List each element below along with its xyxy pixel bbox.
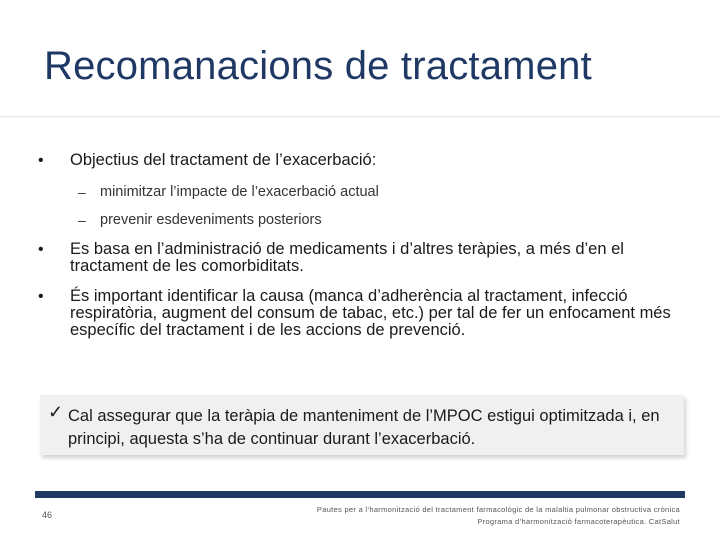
slide-title: Recomanacions de tractament (44, 44, 592, 88)
checkmark-icon: ✓ (48, 402, 64, 422)
footer-text (260, 504, 680, 528)
footer-bar (35, 491, 685, 498)
bullet-marker: • (38, 288, 44, 305)
page-number: 46 (42, 510, 53, 520)
sub-bullet-marker: – (78, 184, 86, 200)
footer-line-1: Pautes per a l’harmonització del tractament farmacològic de la malaltia pulmonar obstructiva crònica (316, 505, 680, 514)
sub-bullet-text: minimitzar l’impacte de l’exacerbació actual (100, 184, 379, 200)
bullet-text: Objectius del tractament de l’exacerbació: (70, 151, 377, 169)
bullet-text: Es basa en l’administració de medicaments i d’altres teràpies, a més d’en el tractament de les comorbiditats. (70, 240, 624, 275)
bullet-text: És important identificar la causa (manca d’adherència al tractament, infecció respiratòria, augment del consum de tabac, etc.) per tal de fer un enfocament més específic del tractament i de les accions de prevenció. (70, 287, 671, 339)
title-divider (0, 116, 720, 117)
sub-bullet-text: prevenir esdeveniments posteriors (100, 212, 322, 228)
sub-bullet-marker: – (78, 212, 86, 228)
footer-line-2: Programa d’harmonització farmacoterapèutica. CatSalut (477, 517, 680, 526)
callout-text: Cal assegurar que la teràpia de manteniment de l’MPOC estigui optimitzada i, en principi, aquesta s’ha de continuar durant l’exacerbació. (68, 407, 660, 448)
bullet-marker: • (38, 241, 44, 258)
bullet-marker: • (38, 152, 44, 169)
